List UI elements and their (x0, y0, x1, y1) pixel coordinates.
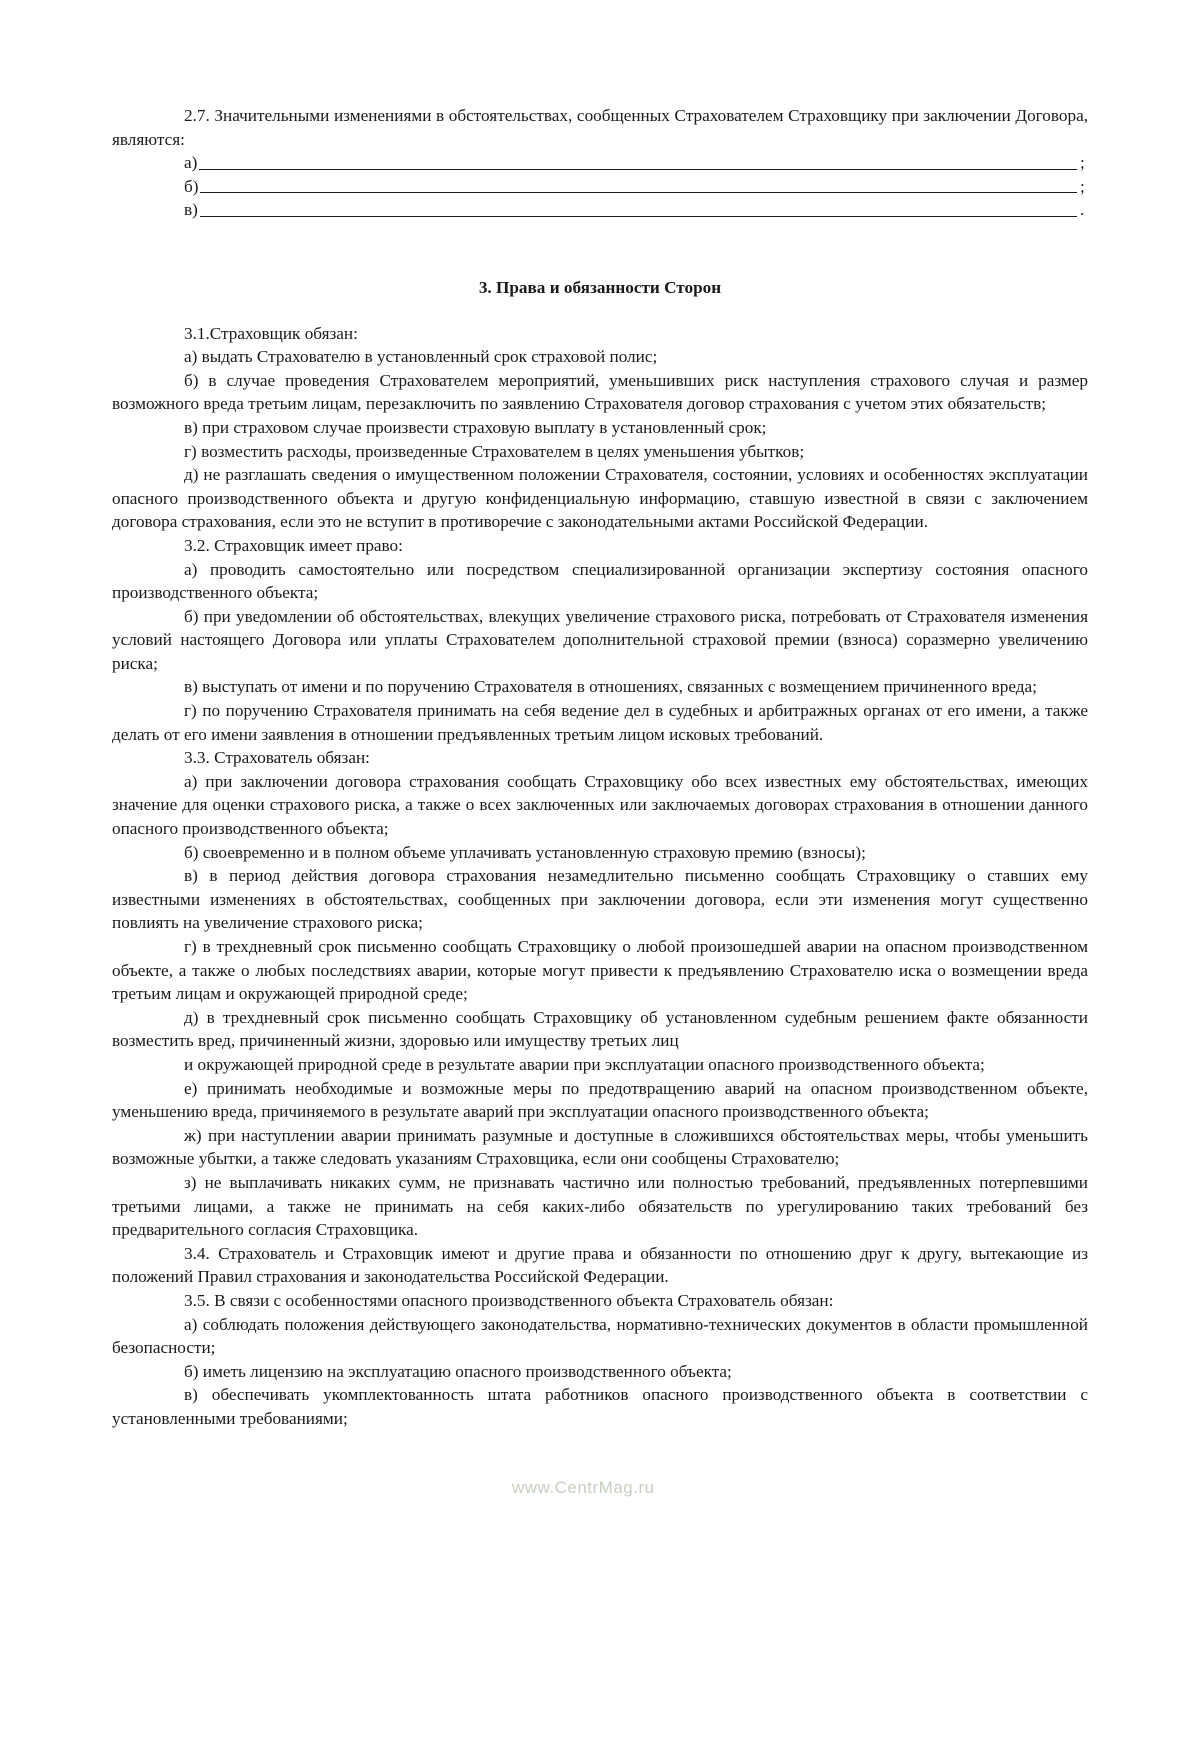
clause-3-3-v: в) в период действия договора страхования незамедлительно письменно сообщать Страховщику о ставших ему известными изменениях в обстоятельствах, сообщенных при заключении договора, если эти изменения могут существенно повлиять на увеличение страхового риска; (112, 866, 1088, 933)
site-watermark: www.CentrMag.ru (512, 1478, 655, 1497)
clause-2-7-text: 2.7. Значительными изменениями в обстоятельствах, сообщенных Страхователем Страховщику при заключении Договора, являются: (112, 106, 1088, 149)
document-page (112, 104, 1088, 1430)
blank-end-mark: ; (1080, 176, 1085, 196)
clause-3-5-v: в) обеспечивать укомплектованность штата работников опасного производственного объекта в соответствии с установленными требованиями; (112, 1385, 1088, 1428)
clause-3-2-b: б) при уведомлении об обстоятельствах, влекущих увеличение страхового риска, потребовать от Страхователя изменения условий настоящего Договора или уплаты Страхователем дополнительной страховой премии (взноса) соразмерно увеличению риска; (112, 606, 1088, 673)
clause-3-1-v: в) при страховом случае произвести страховую выплату в установленный срок; (184, 417, 767, 437)
blank-label: а) (184, 153, 198, 173)
clause-3-5-heading: 3.5. В связи с особенностями опасного производственного объекта Страхователь обязан: (184, 1290, 834, 1310)
blank-end-mark: ; (1080, 153, 1085, 173)
clause-3-3-zh: ж) при наступлении аварии принимать разумные и доступные в сложившихся обстоятельствах меры, чтобы уменьшить возможные убытки, а также следовать указаниям Страховщика, если они сообщены Страхователю; (112, 1125, 1088, 1169)
clause-3-3-d-continued: и окружающей природной среде в результате аварии при эксплуатации опасного производственного объекта; (184, 1054, 985, 1074)
blank-end-mark: . (1080, 200, 1085, 220)
clause-3-3-z: з) не выплачивать никаких сумм, не признавать частично или полностью требований, предъявленных потерпевшими третьими лицами, а также не принимать на себя каких-либо обязательств по урегулированию таких требований без предварительного согласия Страховщика. (112, 1172, 1088, 1240)
blank-label: б) (184, 176, 199, 196)
clause-3-2-v: в) выступать от имени и по поручению Страхователя в отношениях, связанных с возмещением причиненного вреда; (184, 677, 1037, 697)
clause-3-3-e: е) принимать необходимые и возможные меры по предотвращению аварий на опасном производственном объекте, уменьшению вреда, причиняемого в результате аварий при эксплуатации опасного производственного объекта; (112, 1078, 1088, 1122)
blank-underline (200, 192, 1077, 193)
clause-3-2-a: а) проводить самостоятельно или посредством специализированной организации экспертизу состояния опасного производственного объекта; (112, 559, 1088, 603)
clause-3-4: 3.4. Страхователь и Страховщик имеют и другие права и обязанности по отношению друг к другу, вытекающие из положений Правил страхования и законодательства Российской Федерации. (112, 1243, 1088, 1287)
blank-field-a (184, 151, 1088, 175)
clause-3-1-heading: 3.1.Страховщик обязан: (184, 323, 358, 343)
blank-label: в) (184, 200, 198, 220)
clause-3-5-b: б) иметь лицензию на эксплуатацию опасного производственного объекта; (184, 1361, 732, 1381)
clause-3-3-d: д) в трехдневный срок письменно сообщать Страховщику об установленном судебным решением факте обязанности возместить вред, причиненный жизни, здоровью или имуществу третьих лиц (112, 1007, 1088, 1051)
clause-3-3-a: а) при заключении договора страхования сообщать Страховщику обо всех известных ему обстоятельствах, имеющих значение для оценки страхового риска, а также о всех заключенных или заключаемых договорах страхования в отношении данного опасного производственного объекта; (112, 771, 1088, 839)
blank-underline (200, 216, 1077, 217)
clause-3-1-b: б) в случае проведения Страхователем мероприятий, уменьшивших риск наступления страхового случая и размер возможного вреда третьим лицам, перезаключить по заявлению Страхователя договор страхования с учетом этих обязательств; (112, 370, 1088, 414)
clause-3-1-a: а) выдать Страхователю в установленный срок страховой полис; (184, 347, 658, 367)
clause-3-3-heading: 3.3. Страхователь обязан: (184, 748, 370, 768)
clause-3-1-g: г) возместить расходы, произведенные Страхователем в целях уменьшения убытков; (184, 441, 805, 461)
clause-3-1-d: д) не разглашать сведения о имущественном положении Страхователя, состоянии, условиях и особенностях эксплуатации опасного производственного объекта и другую конфиденциальную информацию, ставшую известной в связи с заключением договора страхования, если это не вступит в противоречие с законодательными актами Российской Федерации. (112, 465, 1088, 532)
blank-underline (199, 169, 1077, 170)
clause-3-2-g: г) по поручению Страхователя принимать на себя ведение дел в судебных и арбитражных органах от его имени, а также делать от его имени заявления в отношении предъявленных третьим лицом исковых требований. (112, 701, 1088, 744)
clause-3-5-a: а) соблюдать положения действующего законодательства, нормативно-технических документов в области промышленной безопасности; (112, 1314, 1088, 1358)
clause-3-2-heading: 3.2. Страховщик имеет право: (184, 535, 403, 555)
blank-field-b (184, 175, 1088, 199)
section-title: 3. Права и обязанности Сторон (478, 277, 722, 297)
clause-3-3-b: б) своевременно и в полном объеме уплачивать установленную страховую премию (взносы); (184, 842, 866, 862)
blank-field-c (184, 198, 1088, 222)
clause-3-3-g: г) в трехдневный срок письменно сообщать Страховщику о любой произошедшей аварии на опасном производственном объекте, а также о любых последствиях аварии, которые могут привести к предъявлению Страхователю иска о возмещении вреда третьим лицам и окружающей природной среде; (112, 937, 1088, 1004)
